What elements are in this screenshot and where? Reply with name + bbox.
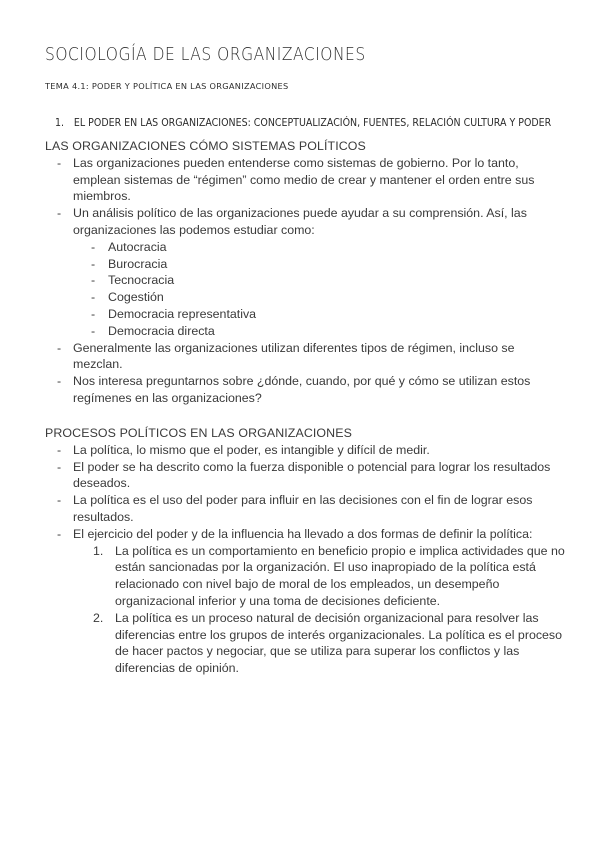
regime-item: - Burocracia — [73, 256, 565, 273]
political-systems-list — [45, 155, 565, 407]
section-number: 1. — [55, 116, 65, 129]
list-item: - El ejercicio del poder y de la influencia ha llevado a dos formas de definir la política: 1. La política es un comportamiento en beneficio propio e implica actividades que no están sancionadas por la organización. El uso inapropiado de la política está relacionado con nivel bajo de moral de los empleados, un desempeño organizacional inferior y una toma de decisiones deficiente. 2. La política es un proceso natural de decisión organizacional para resolver las diferencias entre los grupos de interés organizacionales. La política es el proceso de hacer pactos y negociar, que se utiliza para superar los conflictos y las diferencias de opinión. — [45, 526, 565, 677]
definition-item: 2. La política es un proceso natural de decisión organizacional para resolver las diferencias entre los grupos de interés organizacionales. La política es el proceso de hacer pactos y negociar, que se utiliza para superar los conflictos y las diferencias de opinión. — [93, 610, 563, 676]
regime-item: - Democracia representativa — [73, 306, 565, 323]
regime-item: - Democracia directa — [73, 323, 565, 340]
political-processes-section — [45, 425, 565, 677]
political-systems-heading: LAS ORGANIZACIONES CÓMO SISTEMAS POLÍTICOS — [45, 139, 366, 153]
document-subtitle: TEMA 4.1: PODER Y POLÍTICA EN LAS ORGANIZACIONES — [45, 81, 289, 91]
list-item: - La política es el uso del poder para influir en las decisiones con el fin de lograr esos resultados. — [45, 492, 565, 526]
political-processes-list — [45, 442, 565, 677]
list-item: - Generalmente las organizaciones utilizan diferentes tipos de régimen, incluso se mezclan. — [45, 340, 565, 374]
definition-item: 1. La política es un comportamiento en beneficio propio e implica actividades que no están sancionadas por la organización. El uso inapropiado de la política está relacionado con nivel bajo de moral de los empleados, un desempeño organizacional inferior y una toma de decisiones deficiente. — [93, 543, 565, 608]
document-title: SOCIOLOGÍA DE LAS ORGANIZACIONES — [45, 44, 366, 65]
list-item: - Nos interesa preguntarnos sobre ¿dónde, cuando, por qué y cómo se utilizan estos regímenes en las organizaciones? — [45, 373, 565, 407]
regime-types-list — [73, 239, 565, 340]
section-title: EL PODER EN LAS ORGANIZACIONES: CONCEPTUALIZACIÓN, FUENTES, RELACIÓN CULTURA Y PODER — [73, 116, 552, 129]
section-heading — [55, 116, 551, 129]
political-processes-heading: PROCESOS POLÍTICOS EN LAS ORGANIZACIONES — [45, 426, 352, 440]
regime-item: - Autocracia — [73, 239, 565, 256]
regime-item: - Tecnocracia — [73, 272, 565, 289]
politics-definitions-list — [73, 543, 565, 677]
regime-item: - Cogestión — [73, 289, 565, 306]
list-item: - Las organizaciones pueden entenderse como sistemas de gobierno. Por lo tanto, emplean sistemas de “régimen” como medio de crear y mantener el orden entre sus miembros. — [45, 155, 565, 205]
list-item: - Un análisis político de las organizaciones puede ayudar a su comprensión. Así, las organizaciones las podemos estudiar como: - Autocracia - Burocracia - Tecnocracia - Cogestión - Democracia representativa - Democracia directa — [45, 205, 565, 339]
list-item: - El poder se ha descrito como la fuerza disponible o potencial para lograr los resultados deseados. — [45, 459, 565, 493]
political-systems-section — [45, 138, 565, 407]
list-item: - La política, lo mismo que el poder, es intangible y difícil de medir. — [45, 442, 565, 459]
